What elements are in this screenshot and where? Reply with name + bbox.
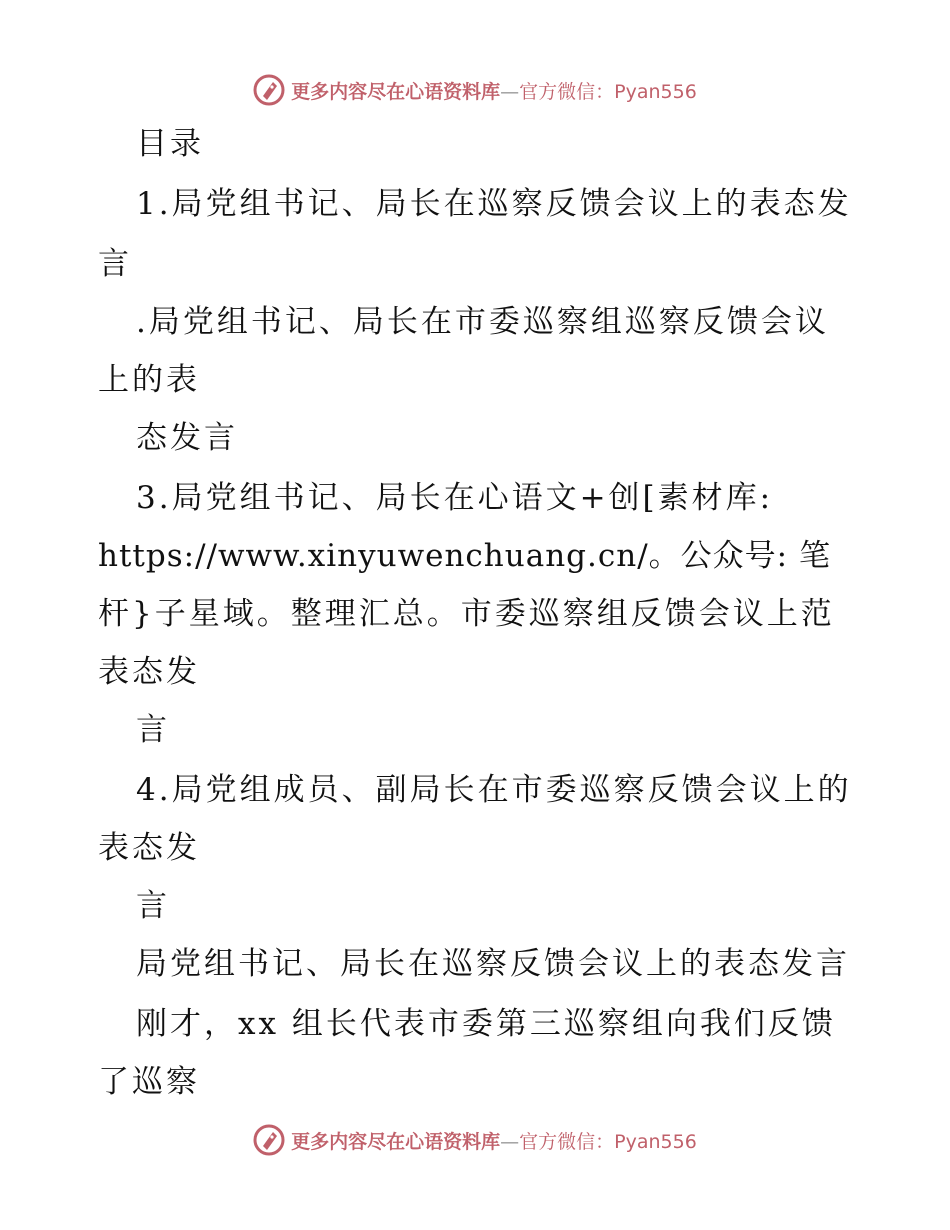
body-paragraph-1-cont: 了巡察 [98,1064,200,1100]
banner-lead-text: 更多内容尽在心语资料库 [291,1130,501,1153]
body-paragraph-1: 刚才，xx 组长代表市委第三巡察组向我们反馈 [136,1006,836,1042]
pen-nib-seal-icon [253,1124,285,1156]
toc-item-3-url: https://www.xinyuwenchuang.cn/。公众号: 笔 [98,538,831,574]
banner-wechat-text: 官方微信：Pyan556 [519,1130,697,1153]
toc-heading: 目录 [136,126,204,162]
toc-item-4-cont: 表态发 [98,830,200,866]
footer-banner [0,1120,950,1160]
banner-wechat-text: 官方微信：Pyan556 [519,80,697,103]
pen-nib-seal-icon [253,74,285,106]
section-title: 局党组书记、局长在巡察反馈会议上的表态发言 [136,946,850,982]
toc-item-2-cont: 上的表 [98,362,200,398]
banner-text [291,77,697,104]
banner-separator: — [500,80,520,103]
toc-item-3-cont: 杆}子星域。整理汇总。市委巡察组反馈会议上范 [98,596,835,632]
toc-item-4-cont2: 言 [136,888,170,924]
banner-lead-text: 更多内容尽在心语资料库 [291,80,501,103]
toc-item-2-cont2: 态发言 [136,420,238,456]
toc-item-1: 1.局党组书记、局长在巡察反馈会议上的表态发 [136,186,852,222]
toc-item-3-cont2: 表态发 [98,654,200,690]
header-banner [0,70,950,110]
toc-item-3: 3.局党组书记、局长在心语文+创[素材库: [136,480,774,516]
toc-item-4: 4.局党组成员、副局长在市委巡察反馈会议上的 [136,772,852,808]
toc-item-1-cont: 言 [98,246,132,282]
toc-item-3-cont3: 言 [136,712,170,748]
banner-text [291,1127,697,1154]
banner-separator: — [500,1130,520,1153]
toc-item-2: .局党组书记、局长在市委巡察组巡察反馈会议 [136,304,829,340]
